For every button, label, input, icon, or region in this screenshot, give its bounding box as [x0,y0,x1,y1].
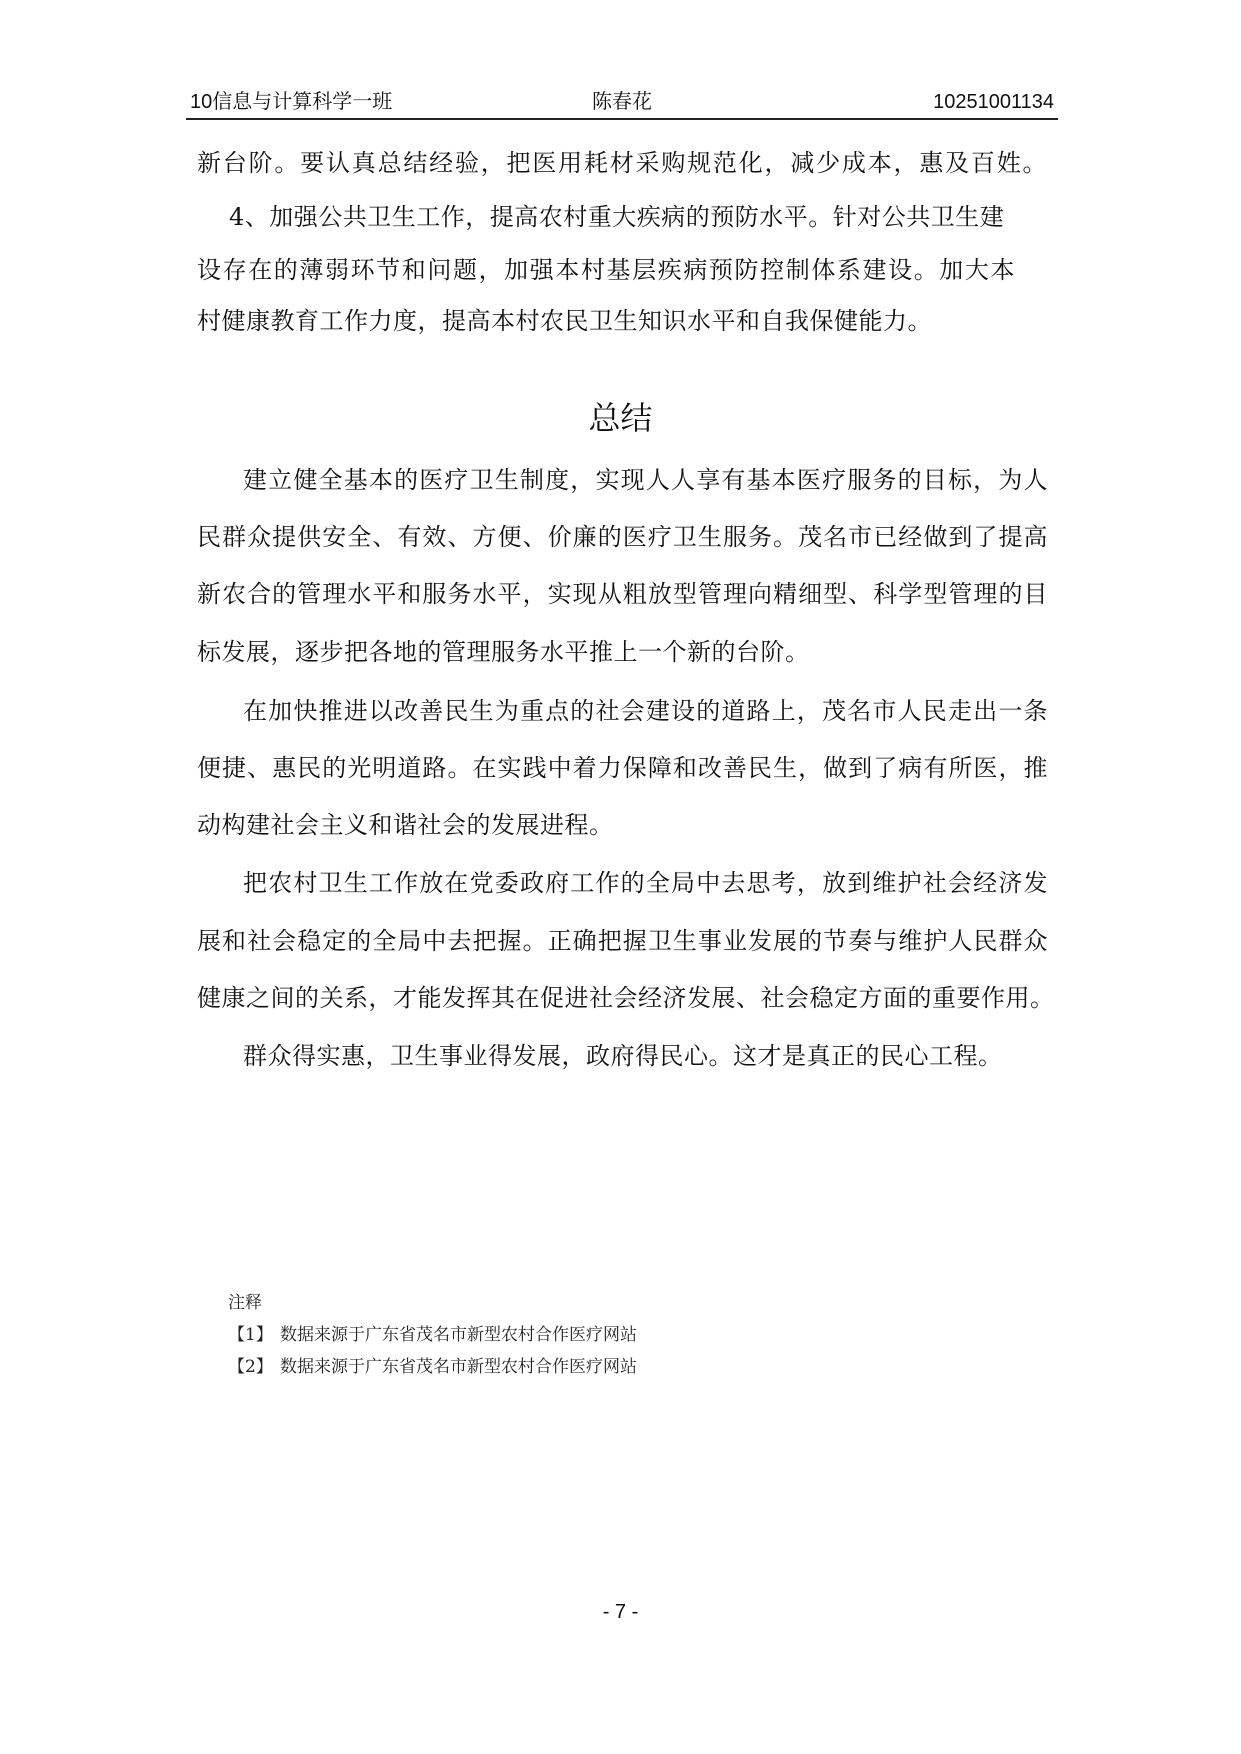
body-line: 新农合的管理水平和服务水平，实现从粗放型管理向精细型、科学型管理的目 [197,580,1048,608]
footnote-text: 数据来源于广东省茂名市新型农村合作医疗网站 [280,1357,637,1377]
page-number: - 7 - [602,1601,639,1623]
body-line: 标发展，逐步把各地的管理服务水平推上一个新的台阶。 [197,638,810,666]
body-line: 设存在的薄弱环节和问题，加强本村基层疾病预防控制体系建设。加大本 [197,256,1015,284]
body-line: 在加快推进以改善民生为重点的社会建设的道路上，茂名市人民走出一条 [243,697,1048,725]
body-line: 群众得实惠，卫生事业得发展，政府得民心。这才是真正的民心工程。 [243,1042,1003,1070]
footnote-item [228,1324,637,1346]
header-student-id: 10251001134 [933,91,1054,113]
notes-label: 注释 [228,1293,262,1313]
body-line: 民群众提供安全、有效、方便、价廉的医疗卫生服务。茂名市已经做到了提高 [197,523,1048,551]
footnote-text: 数据来源于广东省茂名市新型农村合作医疗网站 [280,1325,637,1345]
body-line: 展和社会稳定的全局中去把握。正确把握卫生事业发展的节奏与维护人民群众 [197,927,1048,955]
summary-heading: 总结 [588,399,653,437]
body-line: 健康之间的关系，才能发挥其在促进社会经济发展、社会稳定方面的重要作用。 [197,984,1055,1012]
header-author-name: 陈春花 [592,91,652,113]
page-header [186,88,1058,120]
body-line: 便捷、惠民的光明道路。在实践中着力保障和改善民生，做到了病有所医，推 [197,754,1048,782]
body-line: 把农村卫生工作放在党委政府工作的全局中去思考，放到维护社会经济发 [243,869,1048,897]
footnote-item [228,1356,637,1378]
body-line: 建立健全基本的医疗卫生制度，实现人人享有基本医疗服务的目标，为人 [243,466,1048,494]
body-line: 动构建社会主义和谐社会的发展进程。 [197,811,614,839]
header-rule [186,118,1058,120]
body-line: 村健康教育工作力度，提高本村农民卫生知识水平和自我保健能力。 [197,307,932,335]
body-line: 新台阶。要认真总结经验，把医用耗材采购规范化，减少成本，惠及百姓。 [197,149,1047,177]
body-line: 4、加强公共卫生工作，提高农村重大疾病的预防水平。针对公共卫生建 [229,203,1005,231]
footnote-mark: 【1】 [228,1325,273,1345]
header-class-name: 10信息与计算科学一班 [190,91,393,113]
footnote-mark: 【2】 [228,1357,273,1377]
